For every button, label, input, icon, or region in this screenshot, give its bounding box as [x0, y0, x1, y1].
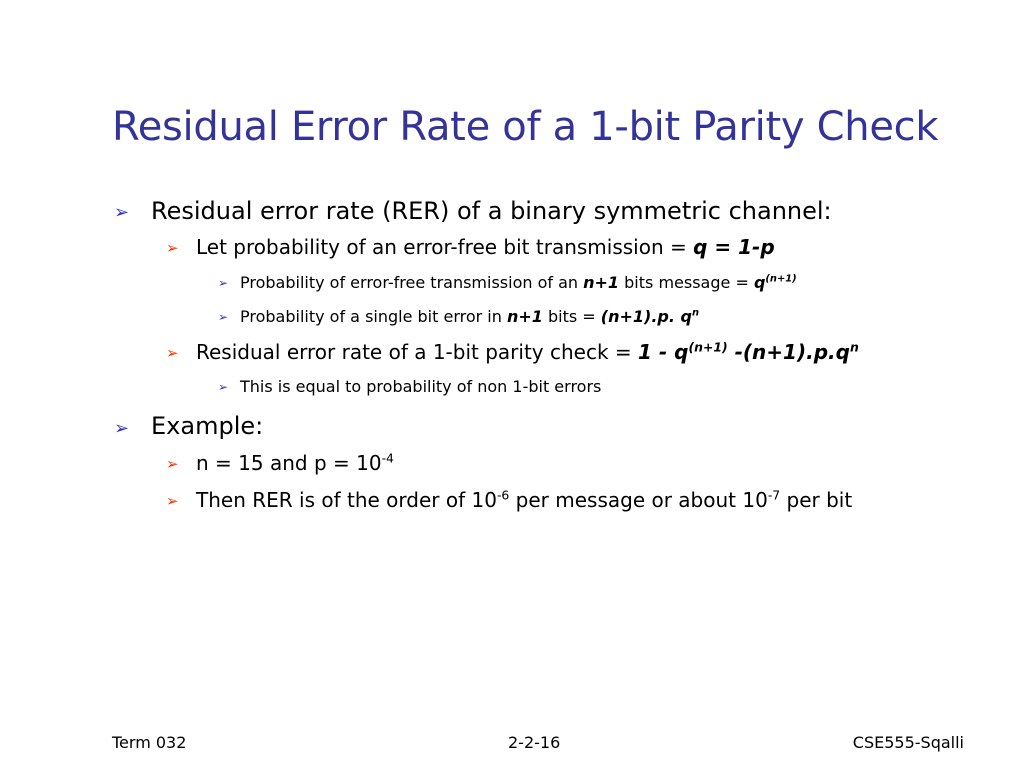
bullet-text: Example:	[151, 412, 264, 440]
formula: q	[753, 273, 766, 292]
bullet-residual-rate	[196, 340, 859, 364]
footer-term: Term 032	[112, 733, 187, 752]
superscript: n	[849, 339, 859, 355]
superscript: -6	[496, 487, 510, 503]
formula: 1 - q	[638, 340, 689, 364]
bullet-text: n = 15 and p = 10	[196, 451, 382, 475]
formula: n+1	[583, 273, 620, 292]
bullet-prob-single-error	[240, 307, 699, 326]
bullet-arrow-icon: ➢	[218, 310, 229, 324]
bullet-text: This is equal to probability of non 1-bit errors	[240, 377, 602, 396]
bullet-text: bits =	[542, 307, 601, 326]
bullet-rer	[151, 197, 832, 225]
bullet-text: Residual error rate of a 1-bit parity check =	[196, 340, 639, 364]
bullet-text: per message or about 10	[509, 488, 768, 512]
bullet-prob-error-free	[240, 273, 797, 292]
bullet-let-probability	[196, 235, 775, 259]
bullet-text: Then RER is of the order of 10	[196, 488, 497, 512]
bullet-text: bits message =	[619, 273, 754, 292]
bullet-then-rer	[196, 488, 852, 512]
bullet-text: Let probability of an error-free bit transmission =	[196, 235, 694, 259]
superscript: (n+1)	[688, 339, 728, 355]
bullet-equal	[240, 377, 601, 396]
bullet-example	[151, 412, 263, 440]
bullet-arrow-icon: ➢	[166, 455, 179, 473]
formula: (n+1).p. q	[600, 307, 692, 326]
superscript: (n+1)	[765, 273, 797, 285]
formula: n+1	[506, 307, 543, 326]
footer-date: 2-2-16	[508, 733, 561, 752]
bullet-arrow-icon: ➢	[114, 418, 130, 439]
bullet-text: Probability of error-free transmission of an	[240, 273, 584, 292]
bullet-n-and-p	[196, 451, 394, 475]
bullet-arrow-icon: ➢	[114, 202, 130, 223]
formula: q = 1-p	[693, 235, 775, 259]
bullet-text: per bit	[780, 488, 853, 512]
bullet-arrow-icon: ➢	[218, 276, 229, 290]
slide-title: Residual Error Rate of a 1-bit Parity Check	[112, 104, 939, 150]
bullet-text: Residual error rate (RER) of a binary symmetric channel:	[151, 197, 832, 225]
bullet-arrow-icon: ➢	[218, 380, 229, 394]
bullet-arrow-icon: ➢	[166, 344, 179, 362]
formula: -(n+1).p.q	[727, 340, 850, 364]
bullet-arrow-icon: ➢	[166, 239, 179, 257]
superscript: -7	[767, 487, 781, 503]
bullet-text: Probability of a single bit error in	[240, 307, 507, 326]
superscript: n	[691, 307, 700, 319]
bullet-arrow-icon: ➢	[166, 492, 179, 510]
superscript: -4	[381, 450, 394, 466]
footer-course: CSE555-Sqalli	[852, 733, 964, 752]
